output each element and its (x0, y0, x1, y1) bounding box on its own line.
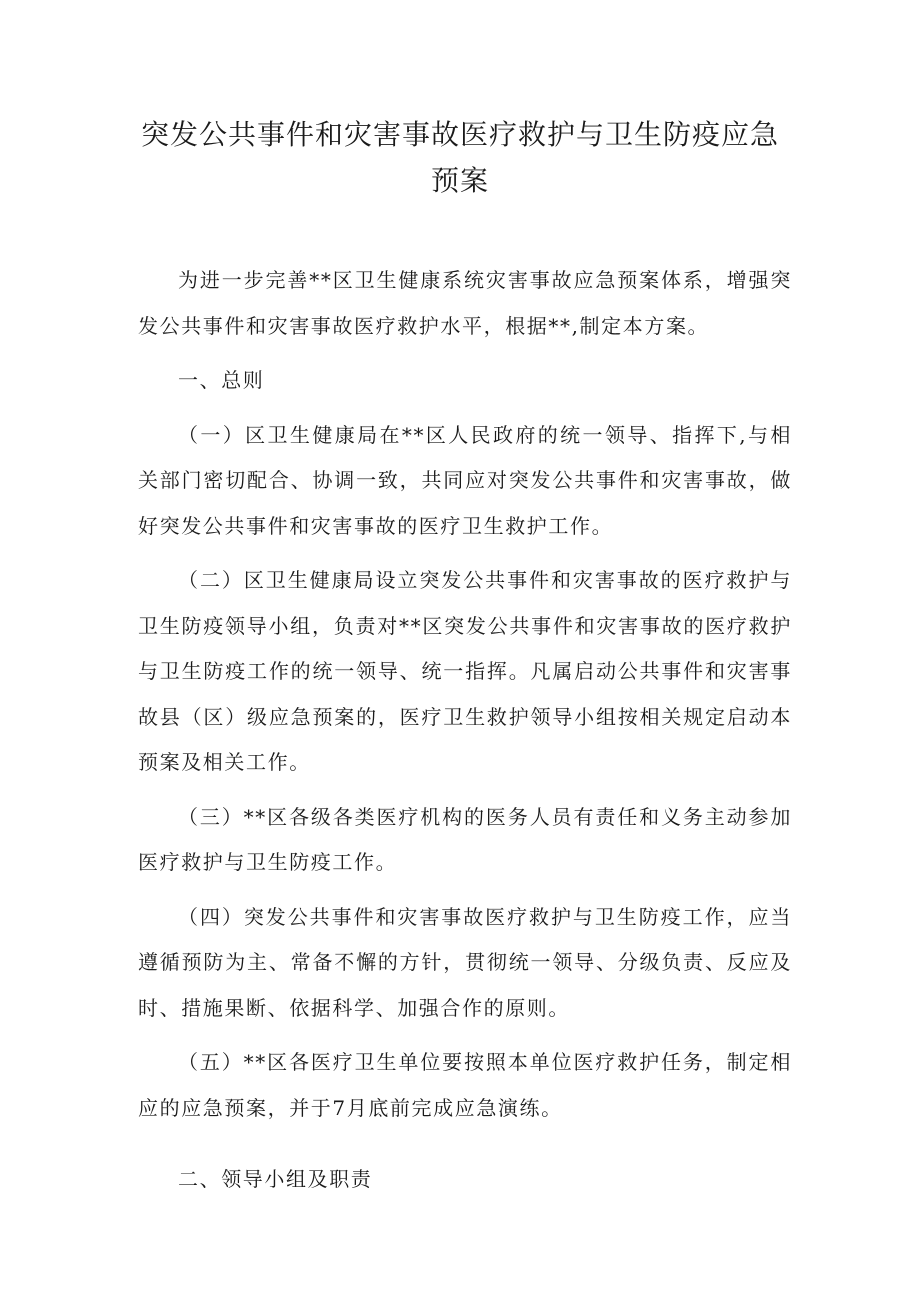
general-item-1: （一）区卫生健康局在**区人民政府的统一领导、指挥下,与相关部门密切配合、协调一致，共同应对突发公共事件和灾害事故，做好突发公共事件和灾害事故的医疗卫生救护工作。 (138, 422, 792, 538)
intro-paragraph: 为进一步完善**区卫生健康系统灾害事故应急预案体系，增强突发公共事件和灾害事故医疗救护水平，根据**,制定本方案。 (138, 268, 792, 338)
general-item-4: （四）突发公共事件和灾害事故医疗救护与卫生防疫工作，应当遵循预防为主、常备不懈的方针，贯彻统一领导、分级负责、反应及时、措施果断、依据科学、加强合作的原则。 (138, 904, 792, 1020)
section-heading-general: 一、总则 (178, 368, 265, 392)
document-title-line1: 突发公共事件和灾害事故医疗救护与卫生防疫应急 (140, 118, 779, 151)
general-item-5: （五）**区各医疗卫生单位要按照本单位医疗救护任务，制定相应的应急预案，并于7月底前完成应急演练。 (138, 1050, 792, 1120)
general-item-3: （三）**区各级各类医疗机构的医务人员有责任和义务主动参加医疗救护与卫生防疫工作。 (138, 804, 792, 874)
general-item-2: （二）区卫生健康局设立突发公共事件和灾害事故的医疗救护与卫生防疫领导小组，负责对**区突发公共事件和灾害事故的医疗救护与卫生防疫工作的统一领导、统一指挥。凡属启动公共事件和灾害事故县（区）级应急预案的，医疗卫生救护领导小组按相关规定启动本预案及相关工作。 (138, 568, 792, 774)
section-heading-leadership: 二、领导小组及职责 (178, 1167, 373, 1191)
document-title-line2: 预案 (430, 164, 489, 197)
document-body (138, 258, 792, 1203)
